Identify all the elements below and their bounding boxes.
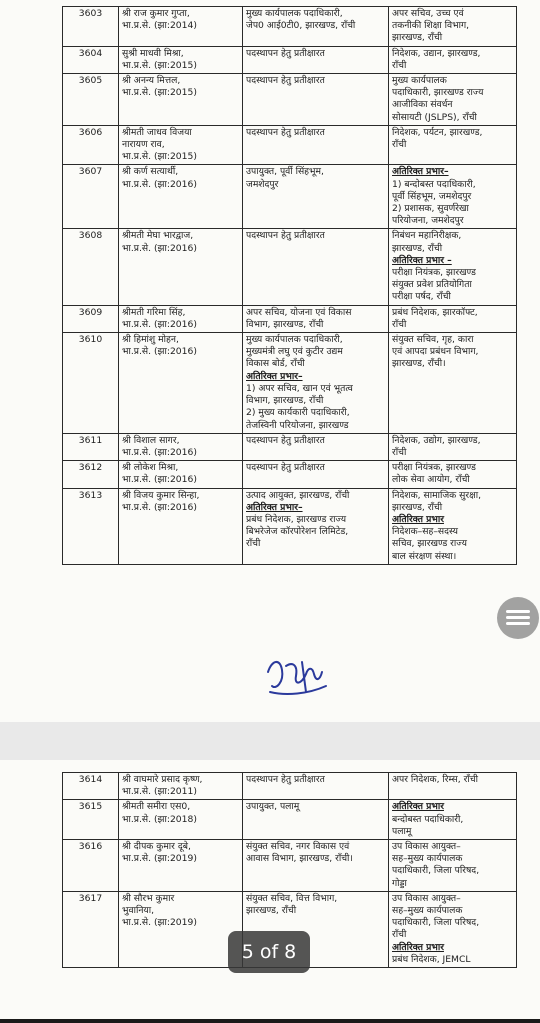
additional-charge-heading: अतिरिक्त प्रभार: [392, 801, 444, 813]
officer-name-cell: [119, 305, 243, 332]
cell-text-line: पदस्थापन हेतु प्रतीक्षारत: [246, 774, 325, 785]
cell-text-line: बन्दोबस्त पदाधिकारी,: [392, 813, 464, 825]
cell-text-line: परीक्षा नियंत्रक, झारखण्ड: [392, 462, 476, 474]
cell-text-line: राँची: [392, 139, 407, 151]
new-post-cell: [389, 229, 517, 305]
cell-text-line: पदाधिकारी, झारखण्ड राज्य: [392, 87, 484, 99]
officer-name-cell: [119, 891, 243, 967]
cell-text-line: भा.प्र.से. (झा:2016): [122, 474, 197, 486]
cell-text-line: अपर निदेशक, रिम्स, राँची: [392, 774, 478, 785]
cell-text-line: 2) मुख्य कार्यकारी पदाधिकारी,: [246, 407, 350, 419]
new-post-cell: [389, 7, 517, 47]
cell-text-line: श्रीमती जाधव विजया: [122, 126, 192, 138]
table-row: [63, 333, 517, 434]
serial-number-cell: 3606: [63, 125, 119, 165]
signature-mark: [262, 652, 332, 698]
cell-text-line: राँची: [392, 929, 407, 941]
cell-text-line: भा.प्र.से. (झा:2016): [122, 446, 197, 458]
new-post-cell: [389, 333, 517, 434]
cell-text-line: सुश्री माधवी मिश्रा,: [122, 47, 184, 59]
cell-text-line: भा.प्र.से. (झा:2015): [122, 151, 197, 163]
cell-text-line: विभाग, झारखण्ड, राँची: [246, 318, 324, 330]
new-post-cell: [389, 74, 517, 126]
cell-text-line: भा.प्र.से. (झा:2019): [122, 917, 197, 929]
serial-number-cell: 3607: [63, 165, 119, 229]
cell-text-line: श्रीमती समीरा एस0,: [122, 801, 191, 813]
cell-text-line: मुख्य कार्यपालक: [392, 75, 447, 87]
page-indicator: 5 of 8: [228, 931, 310, 973]
page-separator: [0, 722, 540, 760]
table-row: [63, 488, 517, 564]
cell-text-line: श्री वाघमारे प्रसाद कृष्ण,: [122, 774, 203, 785]
cell-text-line: पदाधिकारी, जिला परिषद,: [392, 865, 480, 877]
cell-text-line: पूर्वी सिंहभूम, जमशेदपुर: [392, 190, 472, 202]
cell-text-line: भुवानिया,: [122, 905, 155, 917]
new-post-cell: [389, 461, 517, 488]
cell-text-line: प्रबंध निदेशक, झारखण्ड राज्य: [246, 513, 347, 525]
table-row: [63, 165, 517, 229]
officer-name-cell: [119, 488, 243, 564]
cell-text-line: राँची: [246, 538, 261, 550]
serial-number-cell: 3605: [63, 74, 119, 126]
cell-text-line: सह–मुख्य कार्यपालक: [392, 905, 463, 917]
officer-name-cell: [119, 333, 243, 434]
table-row: [63, 7, 517, 47]
table-row: [63, 305, 517, 332]
current-post-cell: [243, 125, 389, 165]
current-post-cell: [243, 773, 389, 800]
transfer-table-upper: [62, 6, 517, 565]
cell-text-line: श्री हिमांशु मोहन,: [122, 334, 179, 346]
cell-text-line: अपर सचिव, योजना एवं विकास: [246, 306, 352, 318]
serial-number-cell: 3615: [63, 800, 119, 840]
cell-text-line: श्री दीपक कुमार दूबे,: [122, 841, 191, 853]
serial-number-cell: 3612: [63, 461, 119, 488]
cell-text-line: प्रबंध निदेशक, JEMCL: [392, 953, 471, 965]
table-row: [63, 229, 517, 305]
cell-text-line: तेजस्विनी परियोजना, झारखण्ड: [246, 419, 349, 431]
scroll-handle-icon[interactable]: [497, 597, 539, 639]
new-post-cell: [389, 125, 517, 165]
additional-charge-heading: अतिरिक्त प्रभार: [392, 941, 444, 953]
serial-number-cell: 3613: [63, 488, 119, 564]
additional-charge-heading: अतिरिक्त प्रभार–: [246, 501, 303, 513]
officer-name-cell: [119, 229, 243, 305]
cell-text-line: उत्पाद आयुक्त, झारखण्ड, राँची: [246, 489, 350, 501]
serial-number-cell: 3614: [63, 773, 119, 800]
cell-text-line: संयुक्त सचिव, नगर विकास एवं: [246, 841, 350, 853]
additional-charge-heading: अतिरिक्त प्रभार: [392, 513, 444, 525]
cell-text-line: झारखण्ड, राँची: [392, 501, 443, 513]
cell-text-line: भा.प्र.से. (झा:2016): [122, 501, 197, 513]
cell-text-line: निदेशक–सह–सदस्य: [392, 526, 458, 538]
cell-text-line: जमशेदपुर: [246, 178, 279, 190]
current-post-cell: [243, 433, 389, 460]
cell-text-line: निदेशक, उद्योग, झारखण्ड,: [392, 434, 481, 446]
cell-text-line: पदस्थापन हेतु प्रतीक्षारत: [246, 462, 325, 474]
cell-text-line: झारखण्ड, राँची: [246, 905, 297, 917]
current-post-cell: [243, 229, 389, 305]
new-post-cell: [389, 773, 517, 800]
officer-name-cell: [119, 800, 243, 840]
cell-text-line: उप विकास आयुक्त–: [392, 892, 461, 904]
cell-text-line: पदस्थापन हेतु प्रतीक्षारत: [246, 230, 325, 242]
cell-text-line: पलामू: [392, 825, 412, 837]
cell-text-line: भा.प्र.से. (झा:2015): [122, 59, 197, 71]
cell-text-line: पदस्थापन हेतु प्रतीक्षारत: [246, 434, 325, 446]
cell-text-line: श्री विजय कुमार सिन्हा,: [122, 489, 200, 501]
table-row: [63, 461, 517, 488]
cell-text-line: परियोजना, जमशेदपुर: [392, 215, 464, 227]
cell-text-line: उप विकास आयुक्त–: [392, 841, 461, 853]
current-post-cell: [243, 840, 389, 892]
cell-text-line: श्री सौरभ कुमार: [122, 892, 175, 904]
additional-charge-heading: अतिरिक्त प्रभार –: [392, 254, 452, 266]
table-row: [63, 433, 517, 460]
current-post-cell: [243, 74, 389, 126]
table-row: [63, 74, 517, 126]
table-row: [63, 773, 517, 800]
officer-name-cell: [119, 433, 243, 460]
additional-charge-heading: अतिरिक्त प्रभार–: [246, 370, 303, 382]
cell-text-line: श्री लोकेश मिश्रा,: [122, 462, 179, 474]
cell-text-line: श्री विशाल सागर,: [122, 434, 180, 446]
document-page-lower: [0, 760, 540, 1023]
new-post-cell: [389, 840, 517, 892]
cell-text-line: निबंधन महानिरीक्षक,: [392, 230, 462, 242]
cell-text-line: सोसायटी (JSLPS), राँची: [392, 111, 477, 123]
current-post-cell: [243, 305, 389, 332]
officer-name-cell: [119, 125, 243, 165]
serial-number-cell: 3603: [63, 7, 119, 47]
cell-text-line: अपर सचिव, उच्च एवं: [392, 8, 464, 19]
cell-text-line: श्रीमती मेघा भारद्वाज,: [122, 230, 194, 242]
serial-number-cell: 3609: [63, 305, 119, 332]
new-post-cell: [389, 305, 517, 332]
serial-number-cell: 3617: [63, 891, 119, 967]
current-post-cell: [243, 46, 389, 73]
cell-text-line: पदस्थापन हेतु प्रतीक्षारत: [246, 75, 325, 87]
table-row: [63, 46, 517, 73]
cell-text-line: गोड्डा: [392, 877, 407, 889]
current-post-cell: [243, 165, 389, 229]
officer-name-cell: [119, 165, 243, 229]
cell-text-line: मुख्य कार्यपालक पदाधिकारी,: [246, 8, 343, 19]
new-post-cell: [389, 165, 517, 229]
screen-bottom-edge: [0, 1019, 540, 1023]
serial-number-cell: 3611: [63, 433, 119, 460]
cell-text-line: तकनीकी शिक्षा विभाग,: [392, 20, 470, 32]
cell-text-line: भा.प्र.से. (झा:2019): [122, 853, 197, 865]
cell-text-line: आजीविका संवर्धन: [392, 99, 453, 111]
cell-text-line: परीक्षा नियंत्रक, झारखण्ड: [392, 267, 476, 279]
cell-text-line: आवास विभाग, झारखण्ड, राँची।: [246, 853, 353, 865]
cell-text-line: 1) बन्दोबस्त पदाधिकारी,: [392, 178, 476, 190]
serial-number-cell: 3604: [63, 46, 119, 73]
new-post-cell: [389, 46, 517, 73]
cell-text-line: परीक्षा पर्षद, राँची: [392, 291, 451, 303]
table-row: [63, 840, 517, 892]
cell-text-line: पदाधिकारी, जिला परिषद,: [392, 917, 480, 929]
additional-charge-heading: अतिरिक्त प्रभार–: [392, 166, 449, 178]
cell-text-line: झारखण्ड, राँची: [392, 32, 443, 44]
cell-text-line: नारायण राव,: [122, 139, 165, 151]
current-post-cell: [243, 7, 389, 47]
new-post-cell: [389, 433, 517, 460]
cell-text-line: 1) अपर सचिव, खान एवं भूतत्व: [246, 382, 353, 394]
cell-text-line: श्री कर्ण सत्यार्थी,: [122, 166, 179, 178]
cell-text-line: भा.प्र.से. (झा:2016): [122, 346, 197, 358]
cell-text-line: निदेशक, पर्यटन, झारखण्ड,: [392, 126, 483, 138]
new-post-cell: [389, 891, 517, 967]
cell-text-line: निदेशक, सामाजिक सुरक्षा,: [392, 489, 481, 501]
officer-name-cell: [119, 7, 243, 47]
cell-text-line: उपायुक्त, पलामू: [246, 801, 300, 813]
cell-text-line: श्री अनन्य मित्तल,: [122, 75, 181, 87]
cell-text-line: भा.प्र.से. (झा:2016): [122, 242, 197, 254]
cell-text-line: उपायुक्त, पूर्वी सिंहभूम,: [246, 166, 324, 178]
current-post-cell: [243, 488, 389, 564]
cell-text-line: संयुक्त प्रवेश प्रतियोगिता: [392, 279, 472, 291]
cell-text-line: बिभरेजेज कॉरपोरेशन लिमिटेड,: [246, 526, 349, 538]
serial-number-cell: 3616: [63, 840, 119, 892]
cell-text-line: भा.प्र.से. (झा:2018): [122, 813, 197, 825]
cell-text-line: मुख्य कार्यपालक पदाधिकारी,: [246, 334, 343, 346]
cell-text-line: भा.प्र.से. (झा:2014): [122, 20, 197, 32]
cell-text-line: भा.प्र.से. (झा:2016): [122, 318, 197, 330]
cell-text-line: सह–मुख्य कार्यपालक: [392, 853, 463, 865]
serial-number-cell: 3610: [63, 333, 119, 434]
cell-text-line: निदेशक, उद्यान, झारखण्ड,: [392, 47, 481, 59]
cell-text-line: एवं आपदा प्रबंधन विभाग,: [392, 346, 479, 358]
cell-text-line: पदस्थापन हेतु प्रतीक्षारत: [246, 47, 325, 59]
officer-name-cell: [119, 46, 243, 73]
cell-text-line: पदस्थापन हेतु प्रतीक्षारत: [246, 126, 325, 138]
new-post-cell: [389, 800, 517, 840]
cell-text-line: झारखण्ड, राँची।: [392, 358, 446, 370]
cell-text-line: भा.प्र.से. (झा:2016): [122, 178, 197, 190]
table-row: [63, 125, 517, 165]
officer-name-cell: [119, 773, 243, 800]
cell-text-line: मुख्यमंत्री लघु एवं कुटीर उद्यम: [246, 346, 343, 358]
cell-text-line: सचिव, झारखण्ड राज्य: [392, 538, 467, 550]
cell-text-line: भा.प्र.से. (झा:2011): [122, 786, 197, 798]
current-post-cell: [243, 333, 389, 434]
cell-text-line: 2) प्रशासक, सुवर्णरेखा: [392, 203, 469, 215]
cell-text-line: संयुक्त सचिव, वित्त विभाग,: [246, 892, 338, 904]
cell-text-line: जेप0 आई0टी0, झारखण्ड, राँची: [246, 20, 356, 32]
officer-name-cell: [119, 461, 243, 488]
cell-text-line: श्रीमती गरिमा सिंह,: [122, 306, 186, 318]
current-post-cell: [243, 461, 389, 488]
cell-text-line: राँची: [392, 446, 407, 458]
officer-name-cell: [119, 74, 243, 126]
serial-number-cell: 3608: [63, 229, 119, 305]
officer-name-cell: [119, 840, 243, 892]
table-row: [63, 800, 517, 840]
cell-text-line: बाल संरक्षण संस्था।: [392, 550, 457, 562]
current-post-cell: [243, 800, 389, 840]
cell-text-line: झारखण्ड, राँची: [392, 242, 443, 254]
cell-text-line: श्री राज कुमार गुप्ता,: [122, 8, 190, 19]
cell-text-line: विभाग, झारखण्ड, राँची: [246, 395, 324, 407]
new-post-cell: [389, 488, 517, 564]
cell-text-line: राँची: [392, 59, 407, 71]
cell-text-line: भा.प्र.से. (झा:2015): [122, 87, 197, 99]
cell-text-line: राँची: [392, 318, 407, 330]
cell-text-line: लोक सेवा आयोग, राँची: [392, 474, 470, 486]
cell-text-line: विकास बोर्ड, राँची: [246, 358, 305, 370]
cell-text-line: संयुक्त सचिव, गृह, कारा: [392, 334, 474, 346]
cell-text-line: प्रबंध निदेशक, झारकॉफ्ट,: [392, 306, 478, 318]
